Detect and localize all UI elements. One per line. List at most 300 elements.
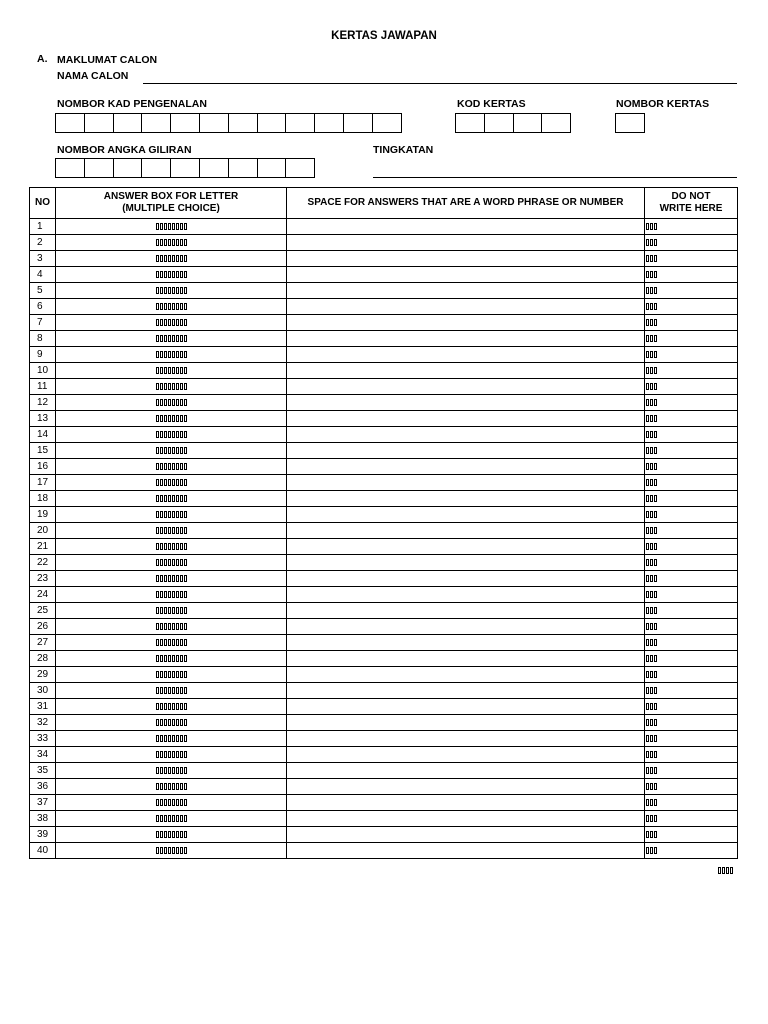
placeholder-glyph-icon <box>168 303 171 310</box>
placeholder-glyph-icon <box>156 719 159 726</box>
table-row <box>30 379 738 395</box>
placeholder-glyph-icon <box>184 847 187 854</box>
placeholder-glyph-icon <box>180 751 183 758</box>
written-answer-cell[interactable] <box>287 827 645 843</box>
placeholder-glyph-icon <box>646 751 649 758</box>
placeholder-glyph-icon <box>176 799 179 806</box>
placeholder-glyph-icon <box>160 271 163 278</box>
multiple-choice-answer-cell[interactable] <box>56 539 287 555</box>
placeholder-glyph-icon <box>160 815 163 822</box>
index-digit-box[interactable] <box>114 159 143 177</box>
choice-glyphs <box>156 575 187 582</box>
multiple-choice-answer-cell[interactable] <box>56 235 287 251</box>
table-row <box>30 843 738 859</box>
multiple-choice-answer-cell[interactable] <box>56 571 287 587</box>
written-answer-cell[interactable] <box>287 651 645 667</box>
placeholder-glyph-icon <box>654 239 657 246</box>
multiple-choice-answer-cell[interactable] <box>56 683 287 699</box>
placeholder-glyph-icon <box>730 867 733 874</box>
multiple-choice-answer-cell[interactable] <box>56 731 287 747</box>
placeholder-glyph-icon <box>180 399 183 406</box>
placeholder-glyph-icon <box>156 367 159 374</box>
placeholder-glyph-icon <box>184 591 187 598</box>
examiner-glyphs <box>646 511 657 518</box>
placeholder-glyph-icon <box>654 351 657 358</box>
examiner-only-cell <box>645 523 738 539</box>
index-digit-box[interactable] <box>142 159 171 177</box>
question-number: 9 <box>30 347 56 363</box>
written-answer-cell[interactable] <box>287 395 645 411</box>
placeholder-glyph-icon <box>180 783 183 790</box>
table-row <box>30 667 738 683</box>
placeholder-glyph-icon <box>164 447 167 454</box>
multiple-choice-answer-cell[interactable] <box>56 459 287 475</box>
multiple-choice-answer-cell[interactable] <box>56 379 287 395</box>
placeholder-glyph-icon <box>180 239 183 246</box>
placeholder-glyph-icon <box>164 255 167 262</box>
placeholder-glyph-icon <box>172 255 175 262</box>
placeholder-glyph-icon <box>650 639 653 646</box>
question-number: 30 <box>30 683 56 699</box>
placeholder-glyph-icon <box>180 687 183 694</box>
placeholder-glyph-icon <box>164 223 167 230</box>
placeholder-glyph-icon <box>156 831 159 838</box>
ic-digit-box[interactable] <box>286 114 315 132</box>
placeholder-glyph-icon <box>650 287 653 294</box>
choice-glyphs <box>156 767 187 774</box>
placeholder-glyph-icon <box>650 463 653 470</box>
written-answer-cell[interactable] <box>287 347 645 363</box>
placeholder-glyph-icon <box>650 799 653 806</box>
placeholder-glyph-icon <box>646 703 649 710</box>
index-digit-box[interactable] <box>56 159 85 177</box>
placeholder-glyph-icon <box>654 847 657 854</box>
multiple-choice-answer-cell[interactable] <box>56 523 287 539</box>
multiple-choice-answer-cell[interactable] <box>56 251 287 267</box>
paper-code-digit-box[interactable] <box>485 114 514 132</box>
placeholder-glyph-icon <box>156 751 159 758</box>
placeholder-glyph-icon <box>646 479 649 486</box>
header-word-phrase-number: SPACE FOR ANSWERS THAT ARE A WORD PHRASE OR NUMBER <box>287 188 645 219</box>
written-answer-cell[interactable] <box>287 843 645 859</box>
index-digit-box[interactable] <box>229 159 258 177</box>
placeholder-glyph-icon <box>164 719 167 726</box>
placeholder-glyph-icon <box>172 447 175 454</box>
examiner-only-cell <box>645 795 738 811</box>
written-answer-cell[interactable] <box>287 507 645 523</box>
placeholder-glyph-icon <box>180 607 183 614</box>
multiple-choice-answer-cell[interactable] <box>56 283 287 299</box>
table-row <box>30 603 738 619</box>
placeholder-glyph-icon <box>168 671 171 678</box>
choice-glyphs <box>156 511 187 518</box>
table-row <box>30 539 738 555</box>
placeholder-glyph-icon <box>156 847 159 854</box>
placeholder-glyph-icon <box>184 783 187 790</box>
examiner-only-cell <box>645 459 738 475</box>
section-marker: A. <box>37 53 48 65</box>
placeholder-glyph-icon <box>654 303 657 310</box>
written-answer-cell[interactable] <box>287 363 645 379</box>
placeholder-glyph-icon <box>180 463 183 470</box>
placeholder-glyph-icon <box>176 303 179 310</box>
question-number: 2 <box>30 235 56 251</box>
choice-glyphs <box>156 687 187 694</box>
written-answer-cell[interactable] <box>287 635 645 651</box>
placeholder-glyph-icon <box>180 367 183 374</box>
placeholder-glyph-icon <box>164 479 167 486</box>
written-answer-cell[interactable] <box>287 267 645 283</box>
index-digit-box[interactable] <box>200 159 229 177</box>
placeholder-glyph-icon <box>172 719 175 726</box>
multiple-choice-answer-cell[interactable] <box>56 363 287 379</box>
placeholder-glyph-icon <box>646 847 649 854</box>
table-row <box>30 827 738 843</box>
written-answer-cell[interactable] <box>287 811 645 827</box>
multiple-choice-answer-cell[interactable] <box>56 555 287 571</box>
written-answer-cell[interactable] <box>287 715 645 731</box>
examiner-glyphs <box>646 719 657 726</box>
examiner-glyphs <box>646 847 657 854</box>
footer-glyphs <box>718 862 733 880</box>
written-answer-cell[interactable] <box>287 539 645 555</box>
placeholder-glyph-icon <box>646 415 649 422</box>
multiple-choice-answer-cell[interactable] <box>56 395 287 411</box>
multiple-choice-answer-cell[interactable] <box>56 635 287 651</box>
name-field[interactable] <box>143 83 737 84</box>
placeholder-glyph-icon <box>176 367 179 374</box>
placeholder-glyph-icon <box>172 639 175 646</box>
choice-glyphs <box>156 607 187 614</box>
multiple-choice-answer-cell[interactable] <box>56 443 287 459</box>
table-row <box>30 459 738 475</box>
question-number: 4 <box>30 267 56 283</box>
ic-digit-box[interactable] <box>85 114 114 132</box>
written-answer-cell[interactable] <box>287 331 645 347</box>
written-answer-cell[interactable] <box>287 763 645 779</box>
multiple-choice-answer-cell[interactable] <box>56 411 287 427</box>
placeholder-glyph-icon <box>176 639 179 646</box>
placeholder-glyph-icon <box>654 767 657 774</box>
examiner-glyphs <box>646 303 657 310</box>
index-number-boxes[interactable] <box>55 158 315 178</box>
question-number: 11 <box>30 379 56 395</box>
choice-glyphs <box>156 367 187 374</box>
placeholder-glyph-icon <box>180 671 183 678</box>
placeholder-glyph-icon <box>180 623 183 630</box>
placeholder-glyph-icon <box>160 319 163 326</box>
placeholder-glyph-icon <box>646 463 649 470</box>
placeholder-glyph-icon <box>184 703 187 710</box>
ic-digit-box[interactable] <box>171 114 200 132</box>
placeholder-glyph-icon <box>156 799 159 806</box>
paper-code-digit-box[interactable] <box>542 114 571 132</box>
multiple-choice-answer-cell[interactable] <box>56 667 287 683</box>
paper-code-boxes[interactable] <box>455 113 571 133</box>
multiple-choice-answer-cell[interactable] <box>56 299 287 315</box>
index-number-label: NOMBOR ANGKA GILIRAN <box>57 144 192 156</box>
written-answer-cell[interactable] <box>287 427 645 443</box>
multiple-choice-answer-cell[interactable] <box>56 331 287 347</box>
placeholder-glyph-icon <box>176 687 179 694</box>
multiple-choice-answer-cell[interactable] <box>56 315 287 331</box>
placeholder-glyph-icon <box>156 559 159 566</box>
table-row <box>30 779 738 795</box>
placeholder-glyph-icon <box>172 799 175 806</box>
table-row <box>30 443 738 459</box>
written-answer-cell[interactable] <box>287 587 645 603</box>
placeholder-glyph-icon <box>156 575 159 582</box>
placeholder-glyph-icon <box>176 783 179 790</box>
examiner-only-cell <box>645 443 738 459</box>
examiner-only-cell <box>645 299 738 315</box>
placeholder-glyph-icon <box>650 703 653 710</box>
written-answer-cell[interactable] <box>287 219 645 235</box>
choice-glyphs <box>156 623 187 630</box>
placeholder-glyph-icon <box>646 319 649 326</box>
multiple-choice-answer-cell[interactable] <box>56 587 287 603</box>
placeholder-glyph-icon <box>722 867 725 874</box>
ic-digit-box[interactable] <box>229 114 258 132</box>
ic-digit-box[interactable] <box>142 114 171 132</box>
placeholder-glyph-icon <box>646 511 649 518</box>
multiple-choice-answer-cell[interactable] <box>56 747 287 763</box>
examiner-only-cell <box>645 379 738 395</box>
written-answer-cell[interactable] <box>287 475 645 491</box>
level-field[interactable] <box>373 177 737 178</box>
placeholder-glyph-icon <box>164 575 167 582</box>
multiple-choice-answer-cell[interactable] <box>56 715 287 731</box>
placeholder-glyph-icon <box>180 319 183 326</box>
multiple-choice-answer-cell[interactable] <box>56 347 287 363</box>
examiner-glyphs <box>646 463 657 470</box>
placeholder-glyph-icon <box>160 255 163 262</box>
placeholder-glyph-icon <box>160 447 163 454</box>
written-answer-cell[interactable] <box>287 555 645 571</box>
placeholder-glyph-icon <box>156 351 159 358</box>
written-answer-cell[interactable] <box>287 315 645 331</box>
placeholder-glyph-icon <box>180 847 183 854</box>
written-answer-cell[interactable] <box>287 251 645 267</box>
question-number: 12 <box>30 395 56 411</box>
question-number: 14 <box>30 427 56 443</box>
placeholder-glyph-icon <box>168 399 171 406</box>
placeholder-glyph-icon <box>164 335 167 342</box>
placeholder-glyph-icon <box>172 671 175 678</box>
examiner-glyphs <box>646 367 657 374</box>
placeholder-glyph-icon <box>168 847 171 854</box>
placeholder-glyph-icon <box>156 479 159 486</box>
examiner-only-cell <box>645 283 738 299</box>
ic-number-boxes[interactable] <box>55 113 402 133</box>
multiple-choice-answer-cell[interactable] <box>56 267 287 283</box>
header-multiple-choice <box>56 188 287 219</box>
examiner-only-cell <box>645 571 738 587</box>
written-answer-cell[interactable] <box>287 235 645 251</box>
table-row <box>30 299 738 315</box>
question-number: 38 <box>30 811 56 827</box>
choice-glyphs <box>156 271 187 278</box>
placeholder-glyph-icon <box>184 319 187 326</box>
written-answer-cell[interactable] <box>287 683 645 699</box>
written-answer-cell[interactable] <box>287 619 645 635</box>
placeholder-glyph-icon <box>654 223 657 230</box>
index-digit-box[interactable] <box>258 159 287 177</box>
placeholder-glyph-icon <box>650 575 653 582</box>
placeholder-glyph-icon <box>176 527 179 534</box>
multiple-choice-answer-cell[interactable] <box>56 491 287 507</box>
placeholder-glyph-icon <box>172 735 175 742</box>
written-answer-cell[interactable] <box>287 571 645 587</box>
placeholder-glyph-icon <box>646 351 649 358</box>
question-number: 16 <box>30 459 56 475</box>
paper-code-digit-box[interactable] <box>514 114 543 132</box>
placeholder-glyph-icon <box>654 671 657 678</box>
placeholder-glyph-icon <box>650 335 653 342</box>
placeholder-glyph-icon <box>172 223 175 230</box>
multiple-choice-answer-cell[interactable] <box>56 699 287 715</box>
written-answer-cell[interactable] <box>287 731 645 747</box>
placeholder-glyph-icon <box>168 607 171 614</box>
choice-glyphs <box>156 303 187 310</box>
ic-digit-box[interactable] <box>56 114 85 132</box>
placeholder-glyph-icon <box>160 431 163 438</box>
placeholder-glyph-icon <box>164 799 167 806</box>
ic-digit-box[interactable] <box>258 114 287 132</box>
written-answer-cell[interactable] <box>287 443 645 459</box>
placeholder-glyph-icon <box>176 671 179 678</box>
choice-glyphs <box>156 751 187 758</box>
ic-digit-box[interactable] <box>200 114 229 132</box>
placeholder-glyph-icon <box>168 223 171 230</box>
examiner-only-cell <box>645 267 738 283</box>
placeholder-glyph-icon <box>156 655 159 662</box>
multiple-choice-answer-cell[interactable] <box>56 603 287 619</box>
ic-digit-box[interactable] <box>344 114 373 132</box>
placeholder-glyph-icon <box>176 495 179 502</box>
ic-digit-box[interactable] <box>373 114 402 132</box>
written-answer-cell[interactable] <box>287 283 645 299</box>
choice-glyphs <box>156 831 187 838</box>
index-digit-box[interactable] <box>85 159 114 177</box>
placeholder-glyph-icon <box>156 527 159 534</box>
question-number: 25 <box>30 603 56 619</box>
table-row <box>30 395 738 411</box>
table-row <box>30 363 738 379</box>
index-digit-box[interactable] <box>171 159 200 177</box>
written-answer-cell[interactable] <box>287 523 645 539</box>
placeholder-glyph-icon <box>180 575 183 582</box>
choice-glyphs <box>156 463 187 470</box>
multiple-choice-answer-cell[interactable] <box>56 827 287 843</box>
header-dnw-line1: DO NOT <box>671 191 711 202</box>
multiple-choice-answer-cell[interactable] <box>56 843 287 859</box>
written-answer-cell[interactable] <box>287 411 645 427</box>
paper-code-digit-box[interactable] <box>456 114 485 132</box>
multiple-choice-answer-cell[interactable] <box>56 779 287 795</box>
multiple-choice-answer-cell[interactable] <box>56 427 287 443</box>
written-answer-cell[interactable] <box>287 779 645 795</box>
examiner-glyphs <box>646 287 657 294</box>
placeholder-glyph-icon <box>650 831 653 838</box>
choice-glyphs <box>156 815 187 822</box>
written-answer-cell[interactable] <box>287 699 645 715</box>
paper-number-digit-box[interactable] <box>616 114 645 132</box>
multiple-choice-answer-cell[interactable] <box>56 475 287 491</box>
placeholder-glyph-icon <box>156 623 159 630</box>
written-answer-cell[interactable] <box>287 491 645 507</box>
multiple-choice-answer-cell[interactable] <box>56 763 287 779</box>
placeholder-glyph-icon <box>168 799 171 806</box>
placeholder-glyph-icon <box>180 303 183 310</box>
placeholder-glyph-icon <box>156 239 159 246</box>
question-number: 37 <box>30 795 56 811</box>
examiner-glyphs <box>646 255 657 262</box>
choice-glyphs <box>156 319 187 326</box>
placeholder-glyph-icon <box>156 543 159 550</box>
placeholder-glyph-icon <box>650 511 653 518</box>
choice-glyphs <box>156 383 187 390</box>
multiple-choice-answer-cell[interactable] <box>56 619 287 635</box>
multiple-choice-answer-cell[interactable] <box>56 651 287 667</box>
question-number: 15 <box>30 443 56 459</box>
examiner-glyphs <box>646 447 657 454</box>
examiner-only-cell <box>645 763 738 779</box>
placeholder-glyph-icon <box>184 367 187 374</box>
placeholder-glyph-icon <box>156 639 159 646</box>
placeholder-glyph-icon <box>156 607 159 614</box>
placeholder-glyph-icon <box>646 591 649 598</box>
placeholder-glyph-icon <box>168 703 171 710</box>
placeholder-glyph-icon <box>180 591 183 598</box>
table-row <box>30 331 738 347</box>
placeholder-glyph-icon <box>654 591 657 598</box>
multiple-choice-answer-cell[interactable] <box>56 795 287 811</box>
examiner-only-cell <box>645 827 738 843</box>
question-number: 24 <box>30 587 56 603</box>
written-answer-cell[interactable] <box>287 603 645 619</box>
multiple-choice-answer-cell[interactable] <box>56 811 287 827</box>
paper-number-box[interactable] <box>615 113 645 133</box>
written-answer-cell[interactable] <box>287 299 645 315</box>
placeholder-glyph-icon <box>176 383 179 390</box>
placeholder-glyph-icon <box>654 543 657 550</box>
ic-digit-box[interactable] <box>315 114 344 132</box>
index-digit-box[interactable] <box>286 159 315 177</box>
ic-digit-box[interactable] <box>114 114 143 132</box>
placeholder-glyph-icon <box>654 815 657 822</box>
multiple-choice-answer-cell[interactable] <box>56 507 287 523</box>
written-answer-cell[interactable] <box>287 379 645 395</box>
placeholder-glyph-icon <box>160 639 163 646</box>
placeholder-glyph-icon <box>164 607 167 614</box>
written-answer-cell[interactable] <box>287 795 645 811</box>
written-answer-cell[interactable] <box>287 747 645 763</box>
multiple-choice-answer-cell[interactable] <box>56 219 287 235</box>
placeholder-glyph-icon <box>168 415 171 422</box>
header-no: NO <box>30 188 56 219</box>
placeholder-glyph-icon <box>172 511 175 518</box>
placeholder-glyph-icon <box>184 447 187 454</box>
answer-table <box>29 187 738 859</box>
level-label: TINGKATAN <box>373 144 434 156</box>
placeholder-glyph-icon <box>654 751 657 758</box>
placeholder-glyph-icon <box>650 735 653 742</box>
placeholder-glyph-icon <box>184 351 187 358</box>
written-answer-cell[interactable] <box>287 667 645 683</box>
written-answer-cell[interactable] <box>287 459 645 475</box>
placeholder-glyph-icon <box>654 495 657 502</box>
